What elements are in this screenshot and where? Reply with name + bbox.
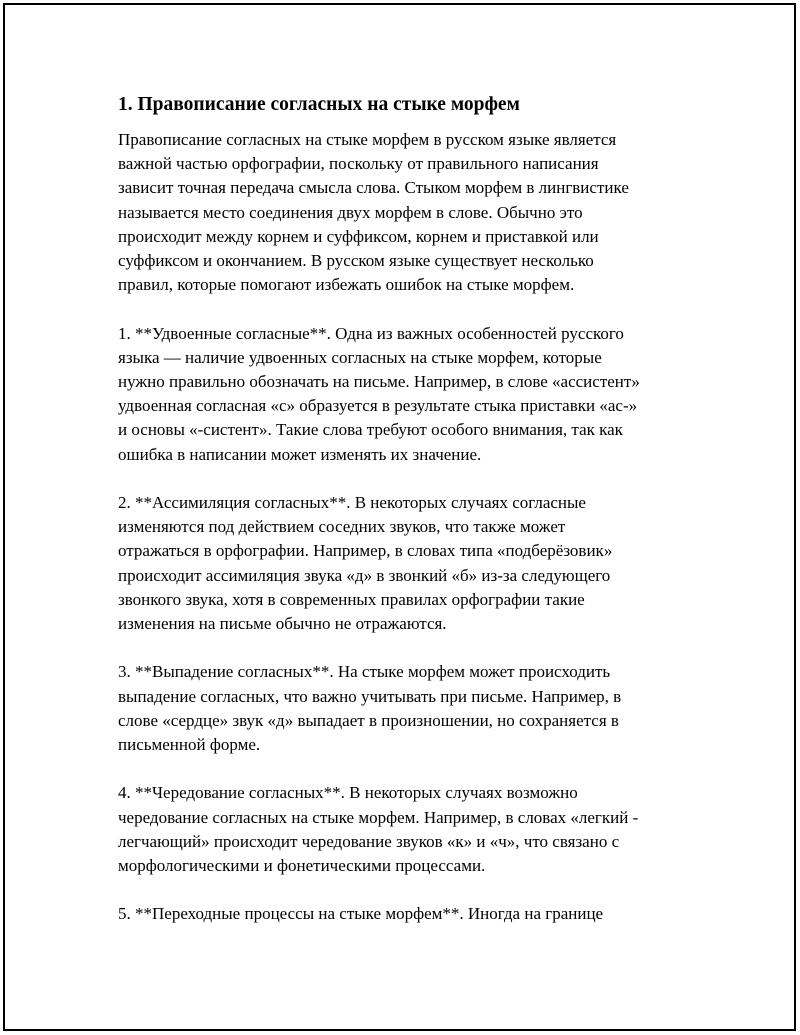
text-line: слове «сердце» звук «д» выпадает в произношении, но сохраняется в: [118, 710, 619, 730]
text-line: и основы «-систент». Такие слова требуют особого внимания, так как: [118, 420, 623, 440]
text-line: 3. **Выпадение согласных**. На стыке морфем может происходить: [118, 662, 611, 682]
text-line: нужно правильно обозначать на письме. Например, в слове «ассистент»: [118, 372, 640, 392]
text-line: происходит ассимиляция звука «д» в звонкий «б» из-за следующего: [118, 565, 611, 585]
text-line: 4. **Чередование согласных**. В некоторых случаях возможно: [118, 783, 578, 803]
section-heading: 1. Правописание согласных на стыке морфем: [118, 94, 520, 115]
text-line: 1. **Удвоенные согласные**. Одна из важных особенностей русского: [118, 323, 624, 343]
text-line: морфологическими и фонетическими процессами.: [118, 856, 486, 876]
text-line: изменяются под действием соседних звуков, что также может: [118, 517, 566, 537]
rule-paragraph-dropping: [118, 660, 698, 757]
rule-paragraph-doubled-consonants: [118, 322, 698, 467]
rule-paragraph-transitional: [118, 902, 698, 926]
rule-paragraph-alternation: [118, 781, 698, 878]
text-line: зависит точная передача смысла слова. Стыком морфем в лингвистике: [118, 178, 629, 198]
text-line: важной частью орфографии, поскольку от правильного написания: [118, 154, 599, 174]
text-line: изменения на письме обычно не отражаются.: [118, 614, 447, 634]
text-line: суффиксом и окончанием. В русском языке существует несколько: [118, 251, 594, 271]
document-body: [118, 92, 698, 951]
text-line: правил, которые помогают избежать ошибок на стыке морфем.: [118, 275, 575, 295]
rule-paragraph-assimilation: [118, 491, 698, 636]
text-line: чередование согласных на стыке морфем. Например, в словах «легкий -: [118, 807, 639, 827]
text-line: удвоенная согласная «с» образуется в результате стыка приставки «ас-»: [118, 396, 638, 416]
text-line: 2. **Ассимиляция согласных**. В некоторых случаях согласные: [118, 493, 586, 513]
text-line: 5. **Переходные процессы на стыке морфем**. Иногда на границе: [118, 904, 604, 924]
text-line: ошибка в написании может изменять их значение.: [118, 444, 482, 464]
text-line: выпадение согласных, что важно учитывать при письме. Например, в: [118, 686, 622, 706]
intro-paragraph: [118, 128, 698, 297]
text-line: письменной форме.: [118, 735, 261, 755]
text-line: легчающий» происходит чередование звуков «к» и «ч», что связано с: [118, 831, 620, 851]
text-line: происходит между корнем и суффиксом, корнем и приставкой или: [118, 226, 599, 246]
text-line: языка — наличие удвоенных согласных на стыке морфем, которые: [118, 347, 602, 367]
text-line: отражаться в орфографии. Например, в словах типа «подберёзовик»: [118, 541, 613, 561]
text-line: Правописание согласных на стыке морфем в русском языке является: [118, 130, 617, 149]
text-line: звонкого звука, хотя в современных правилах орфографии такие: [118, 589, 585, 609]
text-line: называется место соединения двух морфем в слове. Обычно это: [118, 202, 583, 222]
